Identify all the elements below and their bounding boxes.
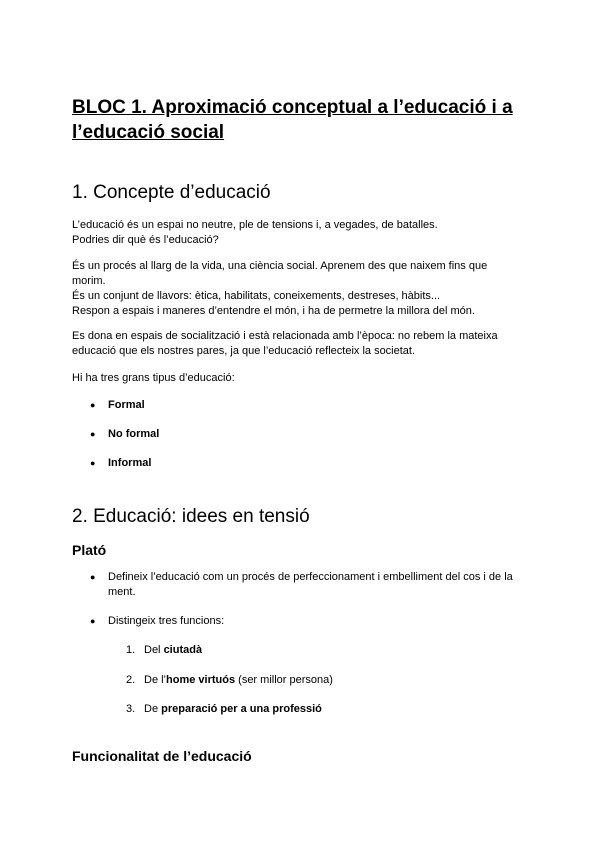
- type-informal: Informal: [108, 457, 152, 469]
- paragraph-4: [72, 371, 532, 386]
- paragraph-2-line-4: Respon a espais i maneres d’entendre el món, i ha de permetre la millora del món.: [72, 305, 475, 317]
- item-number: 3.: [126, 703, 136, 715]
- function-text: [144, 702, 322, 717]
- function-bold: preparació per a una professió: [161, 703, 322, 715]
- bullet-text-line-2: ment.: [108, 586, 136, 598]
- type-no-formal: No formal: [108, 428, 160, 440]
- subheading-funcionalitat: Funcionalitat de l’educació: [72, 748, 252, 764]
- bullet-icon: ●: [90, 400, 96, 410]
- function-bold: ciutadà: [163, 644, 203, 656]
- bullet-text: Distingeix tres funcions:: [108, 615, 225, 627]
- bullet-text-line-1: Defineix l’educació com un procés de perfeccionament i embelliment del cos i de la: [108, 571, 513, 583]
- paragraph-2: [72, 259, 532, 319]
- function-suffix: (ser millor persona): [235, 674, 333, 686]
- paragraph-3-line-1: Es dona en espais de socialització i està relacionada amb l’època: no rebem la mateixa: [72, 330, 498, 342]
- function-prefix: De: [144, 703, 162, 715]
- paragraph-2-line-1: És un procés al llarg de la vida, una ciència social. Aprenem des que naixem fins que: [72, 260, 488, 272]
- paragraph-3-line-2: educació que els nostres pares, ja que l’educació reflecteix la societat.: [72, 345, 416, 357]
- section-2-heading: 2. Educació: idees en tensió: [72, 506, 310, 527]
- paragraph-2-line-2: morim.: [72, 275, 106, 287]
- function-text: [144, 643, 202, 658]
- bullet-icon: ●: [90, 616, 96, 626]
- paragraph-1-line-1: L’educació és un espai no neutre, ple de tensions i, a vegades, de batalles.: [72, 219, 438, 231]
- block-title: [72, 95, 542, 145]
- item-number: 2.: [126, 674, 136, 686]
- bullet-text: [108, 570, 528, 600]
- paragraph-3: [72, 329, 532, 359]
- function-bold: home virtuós: [166, 674, 236, 686]
- item-number: 1.: [126, 644, 136, 656]
- bullet-icon: ●: [90, 429, 96, 439]
- paragraph-4-line-1: Hi ha tres grans tipus d’educació:: [72, 372, 235, 384]
- block-title-line-1: BLOC 1. Aproximació conceptual a l’educació i a: [72, 97, 513, 118]
- type-formal: Formal: [108, 399, 145, 411]
- function-text: [144, 673, 333, 688]
- bullet-icon: ●: [90, 572, 96, 582]
- function-prefix: Del: [144, 644, 164, 656]
- function-prefix: De l’: [144, 674, 167, 686]
- block-title-line-2: l’educació social: [72, 122, 225, 143]
- paragraph-1: [72, 218, 532, 248]
- section-1-heading: 1. Concepte d’educació: [72, 182, 271, 203]
- bullet-icon: ●: [90, 458, 96, 468]
- paragraph-1-line-2: Podries dir què és l’educació?: [72, 234, 219, 246]
- subheading-plato: Plató: [72, 542, 107, 558]
- paragraph-2-line-3: És un conjunt de llavors: ètica, habilitats, coneixements, destreses, hàbits...: [72, 290, 441, 302]
